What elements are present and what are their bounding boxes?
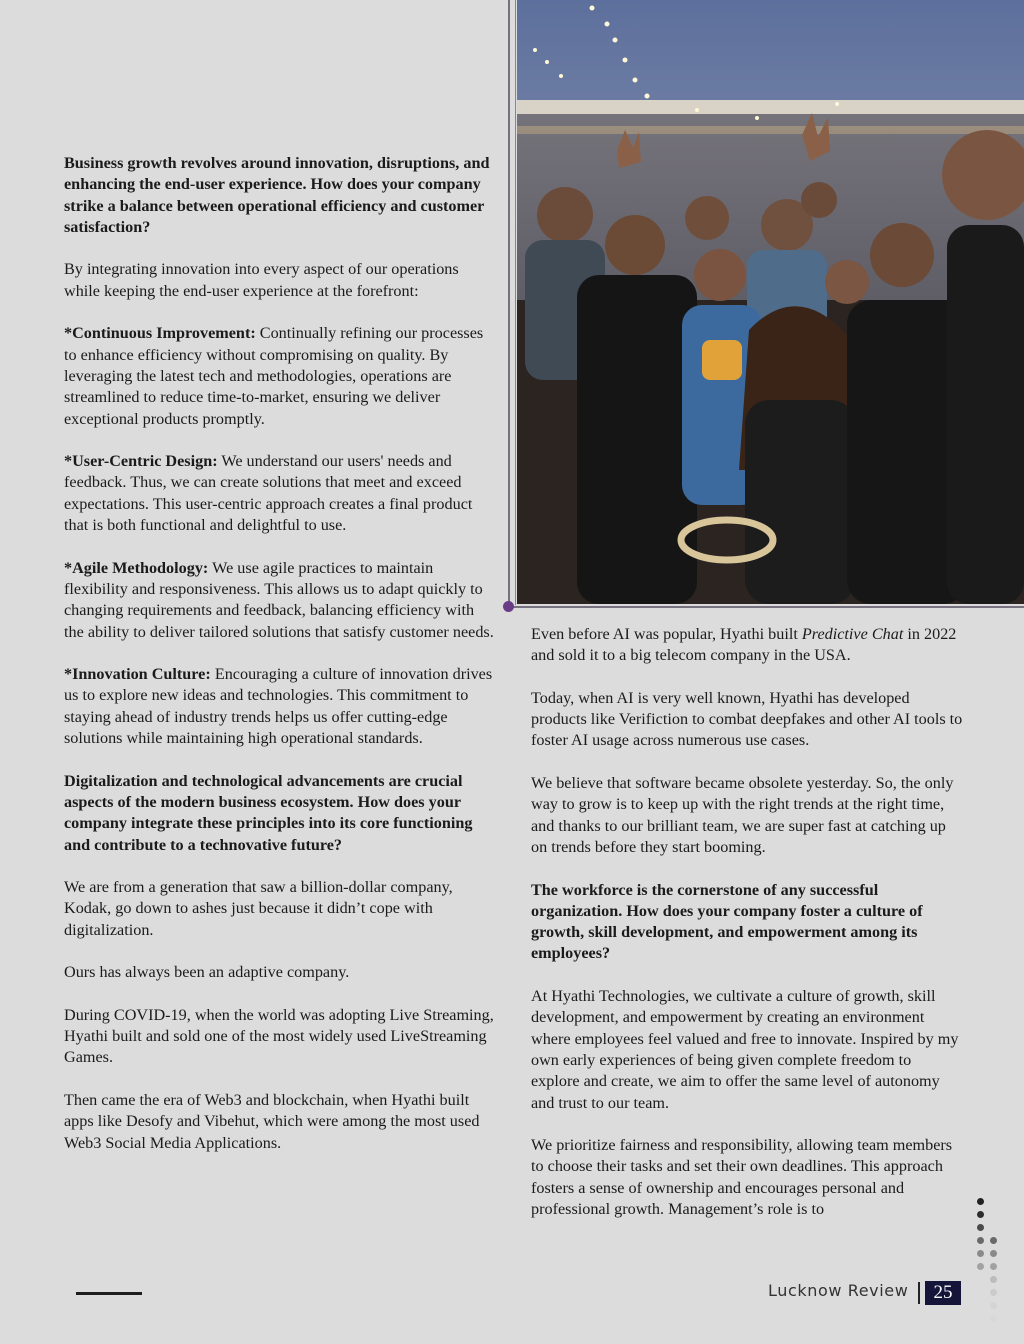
pattern-dot bbox=[990, 1302, 997, 1309]
pattern-dot bbox=[990, 1263, 997, 1270]
answer-intro: By integrating innovation into every aspect of our operations while keeping the end-user experience at the forefront: bbox=[64, 260, 459, 300]
magazine-name: Lucknow Review bbox=[768, 1281, 909, 1300]
footer-rule bbox=[76, 1292, 142, 1295]
point-text: We understand our users' needs and feedback. Thus, we can create solutions that meet and exceed expectations. This user-centric approach creates a final product that is both functional and delightful to use. bbox=[64, 452, 473, 535]
point-text: We use agile practices to maintain flexibility and responsiveness. This allows us to adapt quickly to changing requirements and feedback, balancing efficiency with the ability to deliver tailored solutions that satisfy customer needs. bbox=[64, 558, 494, 641]
pattern-dot bbox=[990, 1237, 997, 1244]
question-efficiency: Business growth revolves around innovation, disruptions, and enhancing the end-user experience. How does your company strike a balance between operational efficiency and customer satisfaction? bbox=[64, 154, 490, 236]
pattern-dot bbox=[990, 1250, 997, 1257]
point-text: Continually refining our processes to enhance efficiency without compromising on quality. By leveraging the latest tech and methodologies, operations are streamlined to reduce time-to-market, ensuring we deliver exceptional products promptly. bbox=[64, 324, 484, 428]
text: in 2022 and sold it to a big telecom company in the USA. bbox=[531, 625, 957, 665]
paragraph-web3: Then came the era of Web3 and blockchain, when Hyathi built apps like Desofy and Vibehut, which were among the most used Web3 Social Media Applications. bbox=[64, 1091, 480, 1152]
pattern-dot bbox=[990, 1315, 997, 1322]
team-photo bbox=[517, 0, 1024, 604]
pattern-dot bbox=[977, 1263, 984, 1270]
point-user-centric-design bbox=[64, 451, 494, 536]
question-workforce: The workforce is the cornerstone of any successful organization. How does your company foster a culture of growth, skill development, and empowerment among its employees? bbox=[531, 880, 923, 963]
vertical-divider bbox=[508, 0, 510, 608]
pattern-dot bbox=[990, 1289, 997, 1296]
point-title: *Agile Methodology: bbox=[64, 558, 209, 577]
photo-frame-line bbox=[515, 0, 516, 605]
left-column bbox=[64, 153, 494, 1175]
page-number: 25 bbox=[925, 1281, 961, 1305]
paragraph-predictive-chat bbox=[531, 624, 963, 667]
paragraph-verifiction: Today, when AI is very well known, Hyathi has developed products like Verifiction to combat deepfakes and other AI tools to foster AI usage across numerous use cases. bbox=[531, 688, 963, 750]
question-digitalization: Digitalization and technological advancements are crucial aspects of the modern business ecosystem. How does your company integrate these principles into its core functioning and contribute to a technovative future? bbox=[64, 771, 473, 854]
pattern-dot bbox=[977, 1237, 984, 1244]
paragraph-covid: During COVID-19, when the world was adopting Live Streaming, Hyathi built and sold one of the most widely used LiveStreaming Games. bbox=[64, 1005, 494, 1067]
pattern-dot bbox=[977, 1250, 984, 1257]
point-agile-methodology bbox=[64, 558, 494, 643]
horizontal-divider bbox=[510, 606, 1024, 608]
divider-dot bbox=[503, 601, 514, 612]
product-name: Predictive Chat bbox=[801, 625, 904, 643]
footer-separator bbox=[918, 1282, 920, 1304]
point-innovation-culture bbox=[64, 664, 494, 749]
paragraph-adaptive: Ours has always been an adaptive company. bbox=[64, 963, 350, 982]
paragraph-culture: At Hyathi Technologies, we cultivate a culture of growth, skill development, and empowerment by creating an environment where employees feel valued and free to innovate. Inspired by my own early experiences of being given complete freedom to explore and create, we aim to offer the same level of autonomy and trust to our team. bbox=[531, 987, 959, 1112]
pattern-dot bbox=[977, 1198, 984, 1205]
point-text: Encouraging a culture of innovation drives us to explore new ideas and technologies. This commitment to staying ahead of industry trends helps us offer cutting-edge solutions while maintaining high operational standards. bbox=[64, 665, 493, 748]
point-continuous-improvement bbox=[64, 323, 494, 429]
text: Even before AI was popular, Hyathi built bbox=[531, 625, 802, 643]
right-column bbox=[531, 624, 963, 1242]
paragraph-kodak: We are from a generation that saw a billion-dollar company, Kodak, go down to ashes just because it didn’t cope with digitalization. bbox=[64, 878, 453, 939]
decorative-dot-pattern bbox=[972, 1198, 1002, 1322]
point-title: *User-Centric Design: bbox=[64, 452, 218, 471]
pattern-dot bbox=[977, 1211, 984, 1218]
point-title: *Continuous Improvement: bbox=[64, 324, 256, 343]
paragraph-fairness: We prioritize fairness and responsibility, allowing team members to choose their tasks and set their own deadlines. This approach fosters a sense of ownership and encourages personal and professional growth. Management’s role is to bbox=[531, 1136, 953, 1219]
paragraph-trends: We believe that software became obsolete yesterday. So, the only way to grow is to keep up with the right trends at the right time, and thanks to our brilliant team, we are super fast at catching up on trends before they start booming. bbox=[531, 774, 954, 856]
pattern-dot bbox=[990, 1276, 997, 1283]
point-title: *Innovation Culture: bbox=[64, 665, 211, 684]
pattern-dot bbox=[977, 1224, 984, 1231]
